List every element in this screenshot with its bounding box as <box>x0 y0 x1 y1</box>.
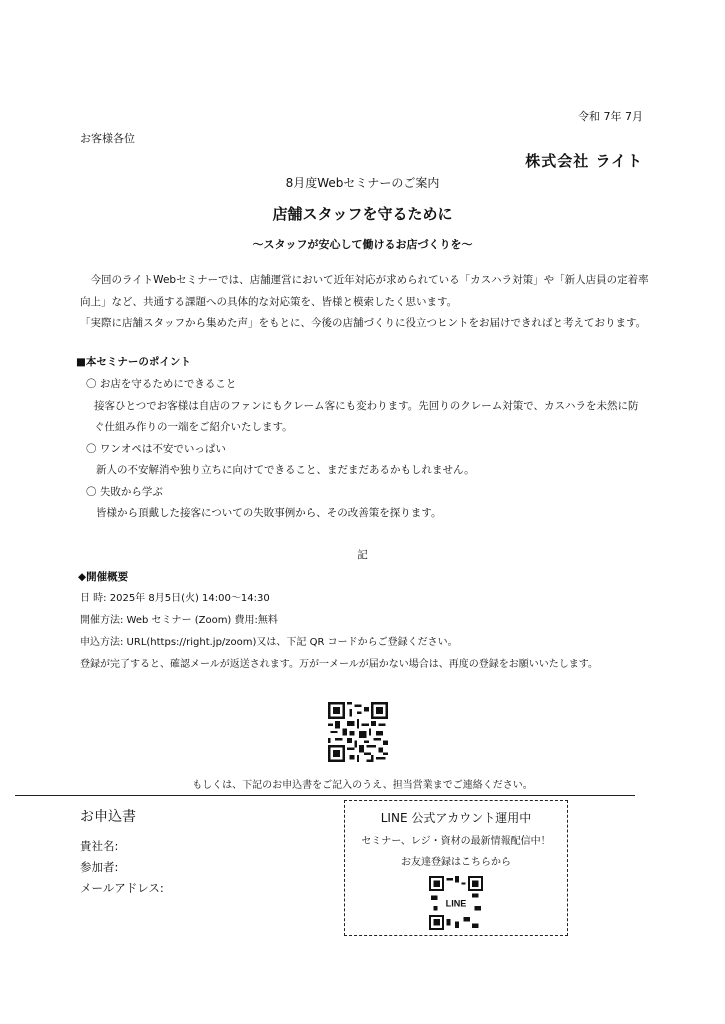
email-field-label: メールアドレス: <box>80 881 164 895</box>
page-subtitle: ～スタッフが安心して働けるお店づくりを～ <box>252 238 473 251</box>
line-account-box <box>344 800 568 936</box>
point-description: 皆様から頂戴した接客についての失敗事例から、その改善策を探ります。 <box>96 507 442 519</box>
overview-apply: 申込方法: URL(https://right.jp/zoom)又は、下記 QR コードからご登録ください。 <box>80 637 458 648</box>
overview-section <box>80 588 598 676</box>
company-name: 株式会社 ライト <box>525 152 643 170</box>
addressee: お客様各位 <box>80 132 135 145</box>
point-title: 〇 失敗から学ぶ <box>86 485 163 498</box>
line-logo-text: LINE <box>445 898 467 909</box>
ki-mark: 記 <box>357 549 368 561</box>
line-box-cta: お友達登録はこちらから <box>401 857 511 868</box>
points-list <box>86 374 646 525</box>
overview-method: 開催方法: Web セミナー (Zoom) 費用:無料 <box>80 615 278 626</box>
intro-paragraph: 今回のライトWebセミナーでは、店舗運営において近年対応が求められている「カスハラ対策」や「新人店員の定着率向上」など、共通する課題への具体的な対応策を、皆様と模索したく思います。 <box>80 274 649 308</box>
line-box-description: セミナー、レジ・資材の最新情報配信中！ <box>361 836 551 847</box>
point-title: 〇 ワンオペは不安でいっぱい <box>86 442 226 455</box>
point-description: 新人の不安解消や独り立ちに向けてできること、まだまだあるかもしれません。 <box>96 464 475 476</box>
registration-qr-code[interactable] <box>328 702 388 762</box>
intro-paragraph: 「実際に店舗スタッフから集めた声」をもとに、今後の店舗づくりに役立つヒントをお届けできればと考えております。 <box>80 317 647 329</box>
page-title: 店舗スタッフを守るために <box>272 205 453 223</box>
overview-heading: ◆開催概要 <box>78 571 129 583</box>
point-description: 接客ひとつでお客様は自店のファンにもクレーム客にも変わります。先回りのクレーム対策で、カスハラを未然に防ぐ仕組み作りの一端をご紹介いたします。 <box>94 399 639 433</box>
divider <box>15 795 635 796</box>
line-qr-code[interactable] <box>429 876 483 930</box>
overview-note: 登録が完了すると、確認メールが返送されます。万が一メールが届かない場合は、再度の登録をお願いいたします。 <box>80 659 598 670</box>
company-field-label: 貴社名: <box>80 839 119 853</box>
overview-datetime: 日 時: 2025年 8月5日(火) 14:00～14:30 <box>80 593 270 604</box>
points-heading: ■本セミナーのポイント <box>76 356 191 368</box>
participant-field-label: 参加者: <box>80 860 119 874</box>
application-form-title: お申込書 <box>80 809 136 825</box>
line-box-title: LINE 公式アカウント運用中 <box>380 811 532 825</box>
seminar-label: 8月度Webセミナーのご案内 <box>285 176 440 190</box>
document-date: 令和 7年 7月 <box>578 110 643 123</box>
alternative-contact-note: もしくは、下記のお申込書をご記入のうえ、担当営業までご連絡ください。 <box>192 780 533 791</box>
intro-section <box>80 270 650 335</box>
point-title: 〇 お店を守るためにできること <box>86 378 237 390</box>
